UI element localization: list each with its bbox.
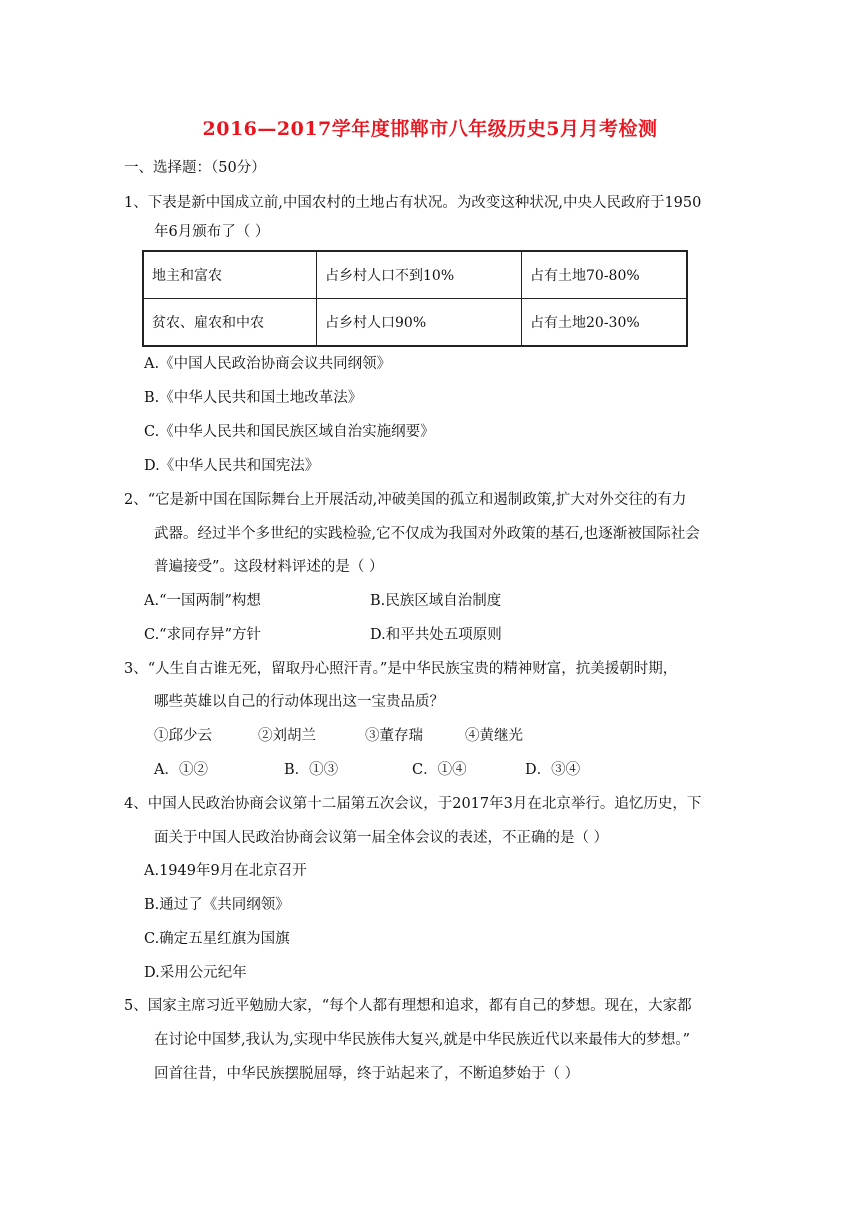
- exam-title: 2016—2017学年度邯郸市八年级历史5月月考检测: [202, 118, 658, 140]
- land-ownership-table: [142, 250, 688, 347]
- q3-item-3: ③董存瑞: [365, 728, 423, 744]
- table-row: [143, 299, 687, 347]
- q1-option-b: B.《中华人民共和国土地改革法》: [144, 390, 363, 406]
- q3-option-b: B．①③: [284, 762, 339, 778]
- q3-option-d: D．③④: [525, 762, 581, 778]
- q1-option-c: C.《中华人民共和国民族区域自治实施纲要》: [144, 424, 435, 440]
- q3-stem-line-2: 哪些英雄以自己的行动体现出这一宝贵品质？: [154, 694, 444, 710]
- q4-option-a: A.1949年9月在北京召开: [144, 863, 307, 879]
- q1-option-a: A.《中国人民政治协商会议共同纲领》: [144, 356, 392, 372]
- q5-stem-line-2: 在讨论中国梦,我认为,实现中华民族伟大复兴,就是中华民族近代以来最伟大的梦想。”: [154, 1032, 690, 1048]
- table-cell: 占有土地70-80%: [522, 251, 688, 299]
- q3-option-c: C．①④: [412, 762, 467, 778]
- q5-stem-line-3: 回首往昔，中华民族摆脱屈辱，终于站起来了，不断追梦始于（ ）: [154, 1066, 580, 1082]
- table-cell: 占乡村人口90%: [317, 299, 522, 347]
- q4-stem-line-1: 4、中国人民政治协商会议第十二届第五次会议，于2017年3月在北京举行。追忆历史，下: [124, 796, 702, 812]
- q2-option-a: A.“一国两制”构想: [144, 593, 261, 609]
- section-heading: 一、选择题：（50分）: [124, 160, 266, 176]
- q2-stem-line-2: 武器。经过半个多世纪的实践检验,它不仅成为我国对外政策的基石,也逐渐被国际社会: [154, 526, 700, 542]
- table-cell: 贫农、雇农和中农: [143, 299, 317, 347]
- q3-item-4: ④黄继光: [465, 728, 523, 744]
- q4-option-d: D.采用公元纪年: [144, 965, 247, 981]
- table-cell: 地主和富农: [143, 251, 317, 299]
- q3-stem-line-1: 3、“人生自古谁无死，留取丹心照汗青。”是中华民族宝贵的精神财富，抗美援朝时期，: [124, 661, 678, 677]
- q2-option-b: B.民族区域自治制度: [370, 593, 502, 609]
- q2-option-d: D.和平共处五项原则: [370, 627, 502, 643]
- q3-item-2: ②刘胡兰: [258, 728, 316, 744]
- q4-stem-line-2: 面关于中国人民政治协商会议第一届全体会议的表述，不正确的是（ ）: [154, 830, 609, 846]
- table-cell: 占有土地20-30%: [522, 299, 688, 347]
- table-cell: 占乡村人口不到10%: [317, 251, 522, 299]
- q1-stem-line-1: 1、下表是新中国成立前,中国农村的土地占有状况。为改变这种状况,中央人民政府于1950: [124, 195, 702, 211]
- q3-item-1: ①邱少云: [154, 728, 212, 744]
- q5-stem-line-1: 5、国家主席习近平勉励大家，“每个人都有理想和追求，都有自己的梦想。现在，大家都: [124, 998, 692, 1014]
- q3-option-a: A．①②: [154, 762, 208, 778]
- q2-stem-line-3: 普遍接受”。这段材料评述的是（ ）: [154, 559, 384, 575]
- q1-stem-line-2: 年6月颁布了（ ）: [154, 224, 270, 240]
- q1-option-d: D.《中华人民共和国宪法》: [144, 458, 320, 474]
- q2-stem-line-1: 2、“它是新中国在国际舞台上开展活动,冲破美国的孤立和遏制政策,扩大对外交往的有力: [124, 492, 687, 508]
- q4-option-b: B.通过了《共同纲领》: [144, 897, 290, 913]
- q2-option-c: C.“求同存异”方针: [144, 627, 262, 643]
- table-row: [143, 251, 687, 299]
- q4-option-c: C.确定五星红旗为国旗: [144, 931, 290, 947]
